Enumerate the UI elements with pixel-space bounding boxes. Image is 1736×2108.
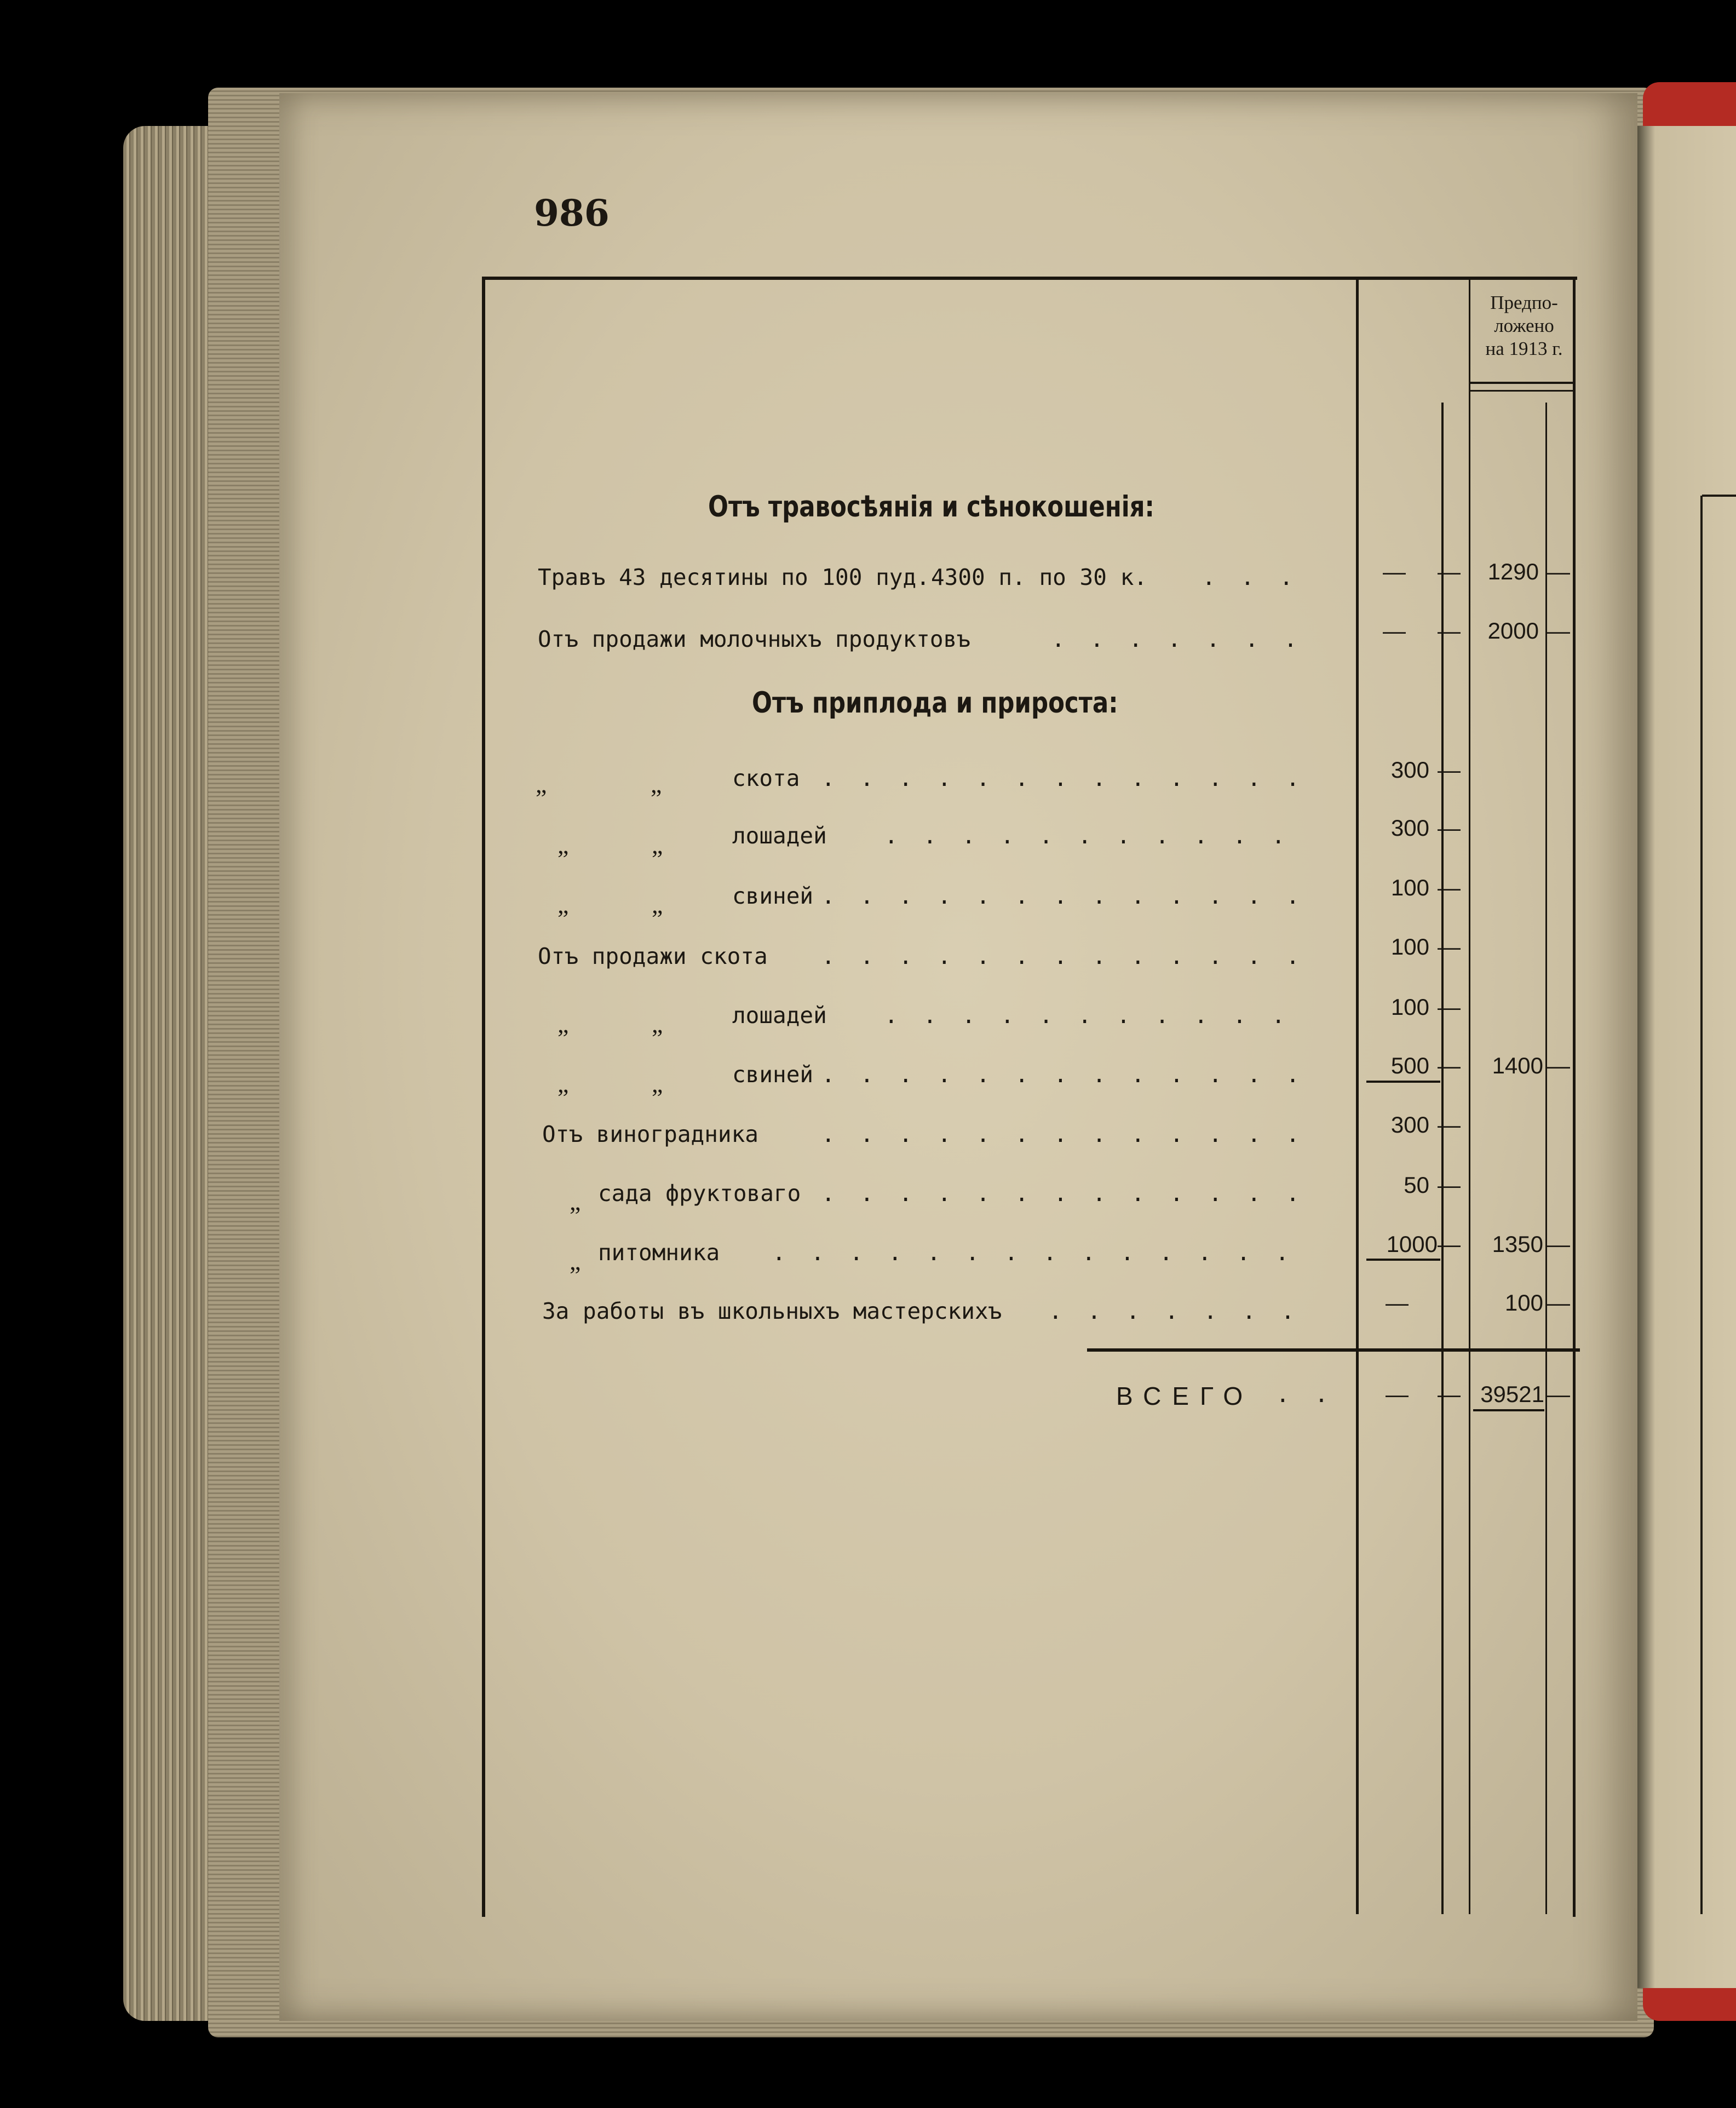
ditto-mark: „ <box>557 831 569 859</box>
cell-value: 50 <box>1404 1172 1429 1198</box>
dot-leader: ....... <box>1051 626 1323 652</box>
ditto-mark: „ <box>557 1010 569 1038</box>
cell-dash: — <box>1438 875 1461 900</box>
dot-leader: ............. <box>821 883 1325 909</box>
cell-dash: — <box>1383 618 1406 644</box>
header-rule-1 <box>1469 382 1576 384</box>
facing-page <box>1637 126 1736 1988</box>
row-label-horses: лошадей <box>732 823 827 849</box>
row-label-cattle: скота <box>732 765 800 791</box>
page-number: 986 <box>534 192 610 234</box>
cell-dash: — <box>1438 1172 1461 1198</box>
column-header-line: Предпо- <box>1490 292 1558 313</box>
cell-value: 1350 <box>1492 1231 1543 1257</box>
ditto-mark: „ <box>557 891 569 918</box>
cell-value: 1290 <box>1487 559 1539 584</box>
cell-dash: — <box>1547 559 1570 584</box>
dot-leader: .. <box>1276 1381 1354 1408</box>
ditto-mark: „ <box>652 1070 663 1098</box>
cell-value: 100 <box>1390 934 1429 960</box>
cell-value: 100 <box>1504 1290 1543 1316</box>
cell-value: 300 <box>1390 757 1429 783</box>
ditto-mark: „ <box>652 831 663 859</box>
cell-value: 1000 <box>1386 1231 1438 1257</box>
subtotal-rule <box>1366 1081 1440 1083</box>
cell-dash: — <box>1547 1231 1570 1257</box>
cell-dash: — <box>1438 559 1461 584</box>
ditto-mark: „ <box>652 1010 663 1038</box>
cell-value: 300 <box>1390 1112 1429 1138</box>
dot-leader: ............. <box>821 1180 1325 1207</box>
cell-dash: — <box>1438 1231 1461 1257</box>
total-label: ВСЕГО <box>1116 1382 1254 1410</box>
row-label-sale-pigs: свиней <box>732 1061 814 1088</box>
dot-leader: ... <box>1202 564 1319 590</box>
ditto-mark: „ <box>570 1247 581 1275</box>
column-rule-1 <box>1356 277 1359 1914</box>
section-heading-breeding: Отъ приплода и прироста: <box>752 686 1118 720</box>
book-cover-edge-top <box>1643 82 1736 126</box>
cell-dash: — <box>1438 1053 1461 1078</box>
dot-leader: ........... <box>884 823 1310 849</box>
cell-dash: — <box>1438 934 1461 960</box>
section-heading-grass: Отъ травосѣянія и сѣнокошенія: <box>708 490 1154 524</box>
cell-value: 1400 <box>1492 1053 1543 1078</box>
cell-value: 2000 <box>1487 618 1539 644</box>
table-top-rule <box>482 277 1577 280</box>
dot-leader: ....... <box>1049 1298 1320 1324</box>
cell-dash: — <box>1386 1290 1409 1316</box>
ditto-mark: „ <box>557 1070 569 1098</box>
cell-dash: — <box>1547 1381 1570 1407</box>
cell-dash: — <box>1386 1381 1409 1407</box>
cell-dash: — <box>1383 559 1406 584</box>
subtotal-rule <box>1366 1259 1440 1261</box>
facing-page-rule-top <box>1702 495 1736 497</box>
total-rule <box>1087 1348 1580 1352</box>
cell-dash: — <box>1547 618 1570 644</box>
dot-leader: ........... <box>884 1002 1310 1029</box>
ditto-mark: „ <box>651 770 662 798</box>
row-label-grass: Травъ 43 десятины по 100 пуд. <box>538 564 930 590</box>
cell-dash: — <box>1547 1053 1570 1078</box>
cell-dash: — <box>1438 618 1461 644</box>
row-label-nursery: питомника <box>598 1239 720 1266</box>
ditto-mark: „ <box>652 891 663 918</box>
cell-dash: — <box>1438 1381 1461 1407</box>
cell-dash: — <box>1547 1290 1570 1316</box>
facing-page-rule <box>1700 496 1703 1914</box>
cell-value: 100 <box>1390 875 1429 900</box>
cell-dash: — <box>1438 1112 1461 1138</box>
cell-dash: — <box>1438 757 1461 783</box>
total-value: 39521 <box>1480 1381 1544 1407</box>
cell-dash: — <box>1438 994 1461 1020</box>
ditto-mark: „ <box>570 1187 581 1215</box>
column-header-line: на 1913 г. <box>1485 338 1563 359</box>
dot-leader: ............. <box>821 1121 1325 1147</box>
book-cover-edge-bottom <box>1643 1988 1736 2021</box>
column-header-projected-1913 <box>1469 291 1579 360</box>
cell-value: 300 <box>1390 815 1429 841</box>
table-right-rule <box>1573 277 1576 1917</box>
row-label-orchard: сада фруктоваго <box>598 1180 801 1207</box>
ditto-mark: „ <box>536 770 547 798</box>
table-left-rule <box>482 277 485 1917</box>
cell-dash: — <box>1438 815 1461 841</box>
row-label-dairy: Отъ продажи молочныхъ продуктовъ <box>538 626 970 652</box>
dot-leader: ............. <box>821 765 1325 791</box>
column-header-line: ложено <box>1494 315 1554 336</box>
row-label-pigs: свиней <box>732 883 814 909</box>
row-label-grass-calc: 4300 п. по 30 к. <box>931 564 1147 590</box>
row-label-sale-horses: лошадей <box>732 1002 827 1029</box>
row-label-workshops: За работы въ школьныхъ мастерскихъ <box>542 1298 1002 1324</box>
header-rule-2 <box>1469 390 1576 392</box>
total-underline <box>1473 1409 1544 1411</box>
column-rule-3 <box>1469 279 1470 1914</box>
row-label-sale-cattle: Отъ продажи скота <box>538 943 768 969</box>
dot-leader: ............. <box>821 1061 1325 1088</box>
dot-leader: ............. <box>821 943 1325 969</box>
row-label-vineyard: Отъ виноградника <box>542 1121 758 1147</box>
dot-leader: .............. <box>772 1239 1314 1266</box>
cell-value: 100 <box>1390 994 1429 1020</box>
cell-value: 500 <box>1390 1053 1429 1078</box>
